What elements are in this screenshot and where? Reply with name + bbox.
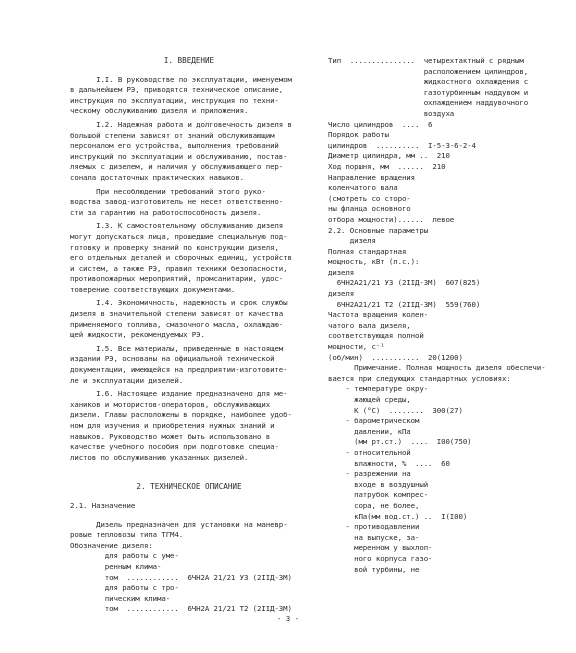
text-line: К (°С) ........ 300(27) <box>328 405 463 415</box>
text-line: дизеля <box>328 236 376 246</box>
text-line: ном для изучения и приобретения нужных знаний и <box>70 421 275 430</box>
text-line: на выпуске, за- <box>328 532 420 542</box>
text-line: ного корпуса газо- <box>328 553 433 563</box>
text-line: коленчатого вала <box>328 183 398 193</box>
text-line: Дизель предназначен для установки на маневр- <box>70 519 288 529</box>
text-line: щей жидкости, рекомендуемых РЭ. <box>70 330 205 340</box>
text-line: (смотреть со сторо- <box>328 193 411 203</box>
text-line: соответствующая полной <box>328 331 424 341</box>
text-line: ле и эксплуатации дизелей. <box>70 375 184 385</box>
subsection-heading-purpose: 2.1. Назначение <box>70 500 136 510</box>
text-line: Частота вращения колен- <box>328 310 429 320</box>
text-line: для работы с уме- <box>70 551 179 561</box>
text-line: дизели. Главы расположены в порядке, наиболее удоб- <box>70 410 292 420</box>
text-line: издании РЭ, основаны на официальной технической <box>70 354 275 364</box>
text-line: - разрежении на <box>328 469 411 479</box>
paragraph <box>70 298 308 340</box>
paragraph <box>70 120 308 184</box>
paragraph <box>70 187 308 219</box>
text-line: большой степени зависят от знаний обслуживающим <box>70 130 275 140</box>
text-line: для работы с тро- <box>70 583 179 593</box>
text-line: сонала достаточных практических навыков. <box>70 172 244 182</box>
text-line: расположением цилиндров, <box>328 66 529 76</box>
text-line: том ............ 6ЧН2А 21/21 Т2 (2IIД-3М) <box>70 604 292 614</box>
text-line: мощность, кВт (л.с.): <box>328 257 420 267</box>
text-line: (об/мин) ........... 20(1200) <box>328 352 463 362</box>
text-line: входе в воздушный <box>328 479 429 489</box>
text-line: качестве учебного пособия при подготовке специа- <box>70 442 279 452</box>
text-line: мощности, с⁻¹ <box>328 342 385 352</box>
text-line: - барометрическом <box>328 416 420 426</box>
left-column <box>70 56 308 615</box>
text-line: дизеля <box>328 289 355 299</box>
specifications-text <box>328 56 556 575</box>
text-line: листов по обслуживанию указанных дизелей. <box>70 452 249 462</box>
right-column <box>328 56 556 575</box>
purpose-text <box>70 520 308 615</box>
text-line: том ............ 6ЧН2А 21/21 УЗ (2IIД-3М) <box>70 572 292 582</box>
text-line: его отдельных деталей и сборочных единиц, устройств <box>70 253 292 263</box>
text-line: газотурбинным наддувом и <box>328 87 529 97</box>
text-line: товерение соответствующих документами. <box>70 284 236 294</box>
text-line: и систем, а также РЭ, правил техники безопасности, <box>70 263 288 273</box>
text-line: Число цилиндров .... 6 <box>328 119 433 129</box>
paragraph <box>70 75 308 117</box>
text-line: I.I. В руководстве по эксплуатации, именуемом <box>70 74 292 84</box>
text-line: могут допускаться лица, прошедшие специальную под- <box>70 231 288 241</box>
text-line: кПа(мм вод.ст.) .. I(I00) <box>328 511 468 521</box>
text-line: (мм рт.ст.) .... I00(750) <box>328 437 472 447</box>
text-line: воздуха <box>328 108 455 118</box>
text-line: Ход поршня, мм ...... 210 <box>328 161 446 171</box>
text-line: меренном у выхлоп- <box>328 543 433 553</box>
text-line: жающей среды, <box>328 395 411 404</box>
text-line: давлении, кПа <box>328 426 411 436</box>
text-line: 2.2. Основные параметры <box>328 225 429 235</box>
section-heading-technical-description: 2. ТЕХНИЧЕСКОЕ ОПИСАНИЕ <box>136 482 242 492</box>
text-line: вой турбины, не <box>328 564 420 574</box>
text-line: I.3. К самостоятельному обслуживанию дизеля <box>70 221 284 231</box>
text-line: 6ЧН2А21/21 Т2 (2IIД-3М) 559(760) <box>328 299 481 309</box>
paragraph <box>70 221 308 295</box>
text-line: Полная стандартная <box>328 246 407 256</box>
text-line: вается при следующих стандартных условиях: <box>328 373 511 383</box>
text-line: Тип ............... четырехтактный с рядным <box>328 56 524 65</box>
text-line: ренным клима- <box>70 561 162 571</box>
text-line: I.5. Все материалы, приведенные в настоящем <box>70 343 284 353</box>
text-line: патрубок компрес- <box>328 490 429 500</box>
paragraph <box>70 389 308 463</box>
text-line: - относительной <box>328 447 411 457</box>
text-line: Диаметр цилиндра, мм .. 210 <box>328 151 450 161</box>
text-line: - температуре окру- <box>328 384 429 394</box>
introduction-paragraphs <box>70 75 308 464</box>
text-line: персоналом его устройства, выполнения требований <box>70 141 279 151</box>
text-line: хаников и мотористов-операторов, обслуживающих <box>70 399 271 409</box>
text-line: водства завод-изготовитель не несет ответственно- <box>70 197 284 207</box>
text-line: пическим клима- <box>70 593 171 603</box>
text-line: сора, не более, <box>328 500 420 510</box>
text-line: инструкция по эксплуатации, инструкция по техни- <box>70 95 279 105</box>
text-line: цилиндров .......... I-5-3-6-2-4 <box>328 140 476 150</box>
text-line: ческому обслуживанию дизеля и приложения. <box>70 106 249 116</box>
text-line: дизеля в значительной степени зависят от качества <box>70 309 284 319</box>
text-line: 6ЧН2А21/21 УЗ (2IIД-3М) 607(825) <box>328 278 481 288</box>
text-line: документации, имеющейся на предприятии-изготовите- <box>70 365 288 375</box>
text-line: в дальнейшем РЭ, приводятся техническое описание, <box>70 85 284 95</box>
text-line: Направление вращения <box>328 172 415 182</box>
page-number: - 3 - <box>276 614 300 623</box>
text-line: чатого вала дизеля, <box>328 320 411 330</box>
text-line: I.2. Надежная работа и долговечность дизеля в <box>70 119 292 129</box>
text-line: навыков. Руководство может быть использовано в <box>70 431 271 441</box>
text-line: жидкостного охлаждения с <box>328 77 529 87</box>
text-line: сти за гарантию на работоспособность дизеля. <box>70 207 262 217</box>
text-line: ляемых с дизелем, и наличия у обслуживающего пер- <box>70 162 284 172</box>
text-line: охлаждением наддувочного <box>328 98 529 108</box>
text-line: Порядок работы <box>328 130 389 140</box>
text-line: отбора мощности)...... левое <box>328 214 455 224</box>
text-line: влажности, % .... 60 <box>328 458 450 468</box>
text-line: противопожарных мероприятий, промсанитарии, удос- <box>70 274 284 284</box>
section-heading-introduction: I. ВВЕДЕНИЕ <box>163 56 215 65</box>
text-line: дизеля <box>328 267 355 277</box>
text-line: Примечание. Полная мощность дизеля обеспечи- <box>328 363 546 373</box>
text-line: инструкций по эксплуатации и обслуживанию, постав- <box>70 151 288 161</box>
paragraph <box>70 344 308 386</box>
text-line: ровые тепловозы типа ТГМ4. <box>70 530 184 540</box>
text-line: Обозначение дизеля: <box>70 540 153 550</box>
text-line: - противодавлении <box>328 522 420 532</box>
text-line: применяемого топлива, смазочного масла, охлаждаю- <box>70 319 284 329</box>
text-line: При несоблюдении требований этого руко- <box>70 186 266 196</box>
text-line: готовку и проверку знаний по конструкции дизеля, <box>70 242 279 252</box>
text-line: I.4. Экономичность, надежность и срок службы <box>70 298 288 308</box>
text-line: ны фланца основного <box>328 204 411 214</box>
text-line: I.6. Настоящее издание предназначено для ме- <box>70 389 288 399</box>
